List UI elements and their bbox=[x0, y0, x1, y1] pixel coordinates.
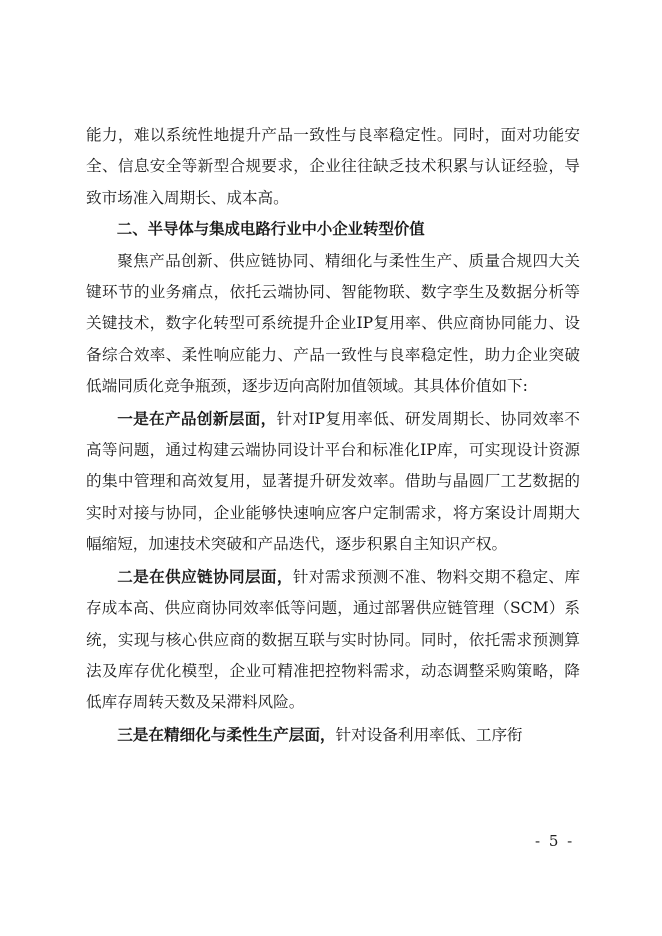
paragraph-text: 能力，难以系统性地提升产品一致性与良率稳定性。同时，面对功能安全、信息安全等新型合规要求，企业往往缺乏技术积累与认证经验，导致市场准入周期长、成本高。 bbox=[86, 126, 580, 207]
paragraph-continuation bbox=[86, 120, 580, 214]
paragraph-intro bbox=[86, 246, 580, 403]
section-heading-text: 二、半导体与集成电路行业中小企业转型价值 bbox=[116, 220, 425, 239]
document-body bbox=[86, 120, 580, 751]
paragraph-text: 针对IP复用率低、研发周期长、协同效率不高等问题，通过构建云端协同设计平台和标准化IP库，可实现设计资源的集中管理和高效复用，显著提升研发效率。借助与晶圆厂工艺数据的实时对接与协同，企业能够快速响应客户定制需求，将方案设计周期大幅缩短，加速技术突破和产品迭代，逐步积累自主知识产权。 bbox=[86, 409, 580, 554]
paragraph-lead: 二是在供应链协同层面， bbox=[117, 566, 293, 586]
section-heading bbox=[86, 214, 580, 245]
paragraph-lead: 三是在精细化与柔性生产层面， bbox=[117, 724, 336, 744]
paragraph-product-innovation bbox=[86, 403, 580, 561]
paragraph-lead: 一是在产品创新层面， bbox=[117, 408, 277, 428]
paragraph-text: 聚焦产品创新、供应链协同、精细化与柔性生产、质量合规四大关键环节的业务痛点，依托云端协同、智能物联、数字孪生及数据分析等关键技术，数字化转型可系统提升企业IP复用率、供应商协同能力、设备综合效率、柔性响应能力、产品一致性与良率稳定性，助力企业突破低端同质化竞争瓶颈，逐步迈向高附加值领域。其具体价值如下: bbox=[86, 251, 580, 396]
paragraph-text: 针对需求预测不准、物料交期不稳定、库存成本高、供应商协同效率低等问题，通过部署供应链管理（SCM）系统，实现与核心供应商的数据互联与实时协同。同时，依托需求预测算法及库存优化模型，企业可精准把控物料需求，动态调整采购策略，降低库存周转天数及呆滞料风险。 bbox=[86, 567, 580, 712]
paragraph-flexible-production bbox=[86, 719, 580, 751]
page-number: - 5 - bbox=[535, 832, 575, 850]
paragraph-supply-chain bbox=[86, 561, 580, 719]
paragraph-text: 针对设备利用率低、工序衔 bbox=[335, 725, 523, 744]
